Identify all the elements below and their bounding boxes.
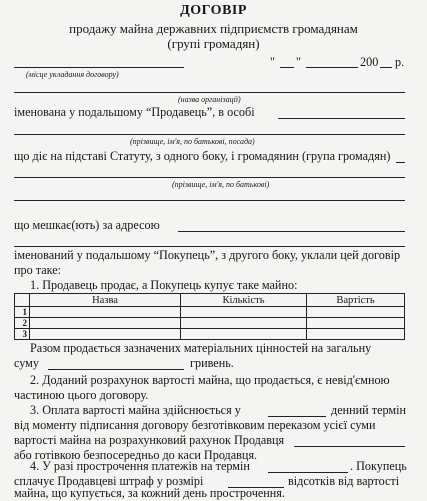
clause-2-line2: частиною цього договору.: [14, 388, 149, 402]
row-number: 2: [15, 318, 30, 329]
about-text: про таке:: [14, 263, 62, 277]
cell-name[interactable]: [30, 307, 181, 318]
clause-1: 1. Продавець продає, а Покупець купує таке майно:: [30, 278, 298, 292]
residing-text: що мешкає(ють) за адресою: [14, 218, 160, 232]
clause-3-line2: від моменту підписання договору безготівковим переказом усієї суми: [14, 418, 376, 432]
table-header-value: Вартість: [307, 294, 405, 307]
row-number: 1: [15, 307, 30, 318]
table-header-quantity: Кількість: [181, 294, 307, 307]
date-year-field[interactable]: [380, 67, 392, 68]
cell-quantity[interactable]: [181, 307, 307, 318]
clause-4-line2a: сплачує Продавцеві штраф у розмірі: [14, 474, 204, 488]
clause-3-line1: 3. Оплата вартості майна здійснюється у: [30, 403, 241, 417]
caption-citizen: (прізвище, ім'я, по батькові): [172, 180, 270, 189]
citizen-field-start[interactable]: [396, 162, 405, 163]
clause-4-line3: майна, що купується, за кожний день прострочення.: [14, 486, 285, 500]
table-header-num: [15, 294, 30, 307]
table-row: [15, 318, 405, 329]
clause-3-line3: вартості майна на розрахунковий рахунок Продавця: [14, 433, 285, 447]
total-text: Разом продається зазначених матеріальних цінностей на загальну: [30, 341, 372, 355]
address-field[interactable]: [178, 231, 405, 232]
total-sum-field[interactable]: [48, 369, 184, 370]
seller-named-text: іменована у подальшому “Продавець”, в особі: [14, 105, 255, 119]
address-field-line2[interactable]: [14, 246, 405, 247]
caption-organization: (назва організації): [178, 95, 241, 104]
date-suffix: р.: [395, 55, 405, 69]
cell-quantity[interactable]: [181, 329, 307, 340]
seller-position-field[interactable]: [14, 134, 405, 135]
cell-value[interactable]: [307, 318, 405, 329]
table-row: [15, 307, 405, 318]
total-currency: гривень.: [190, 356, 234, 370]
citizen-name-field[interactable]: [14, 177, 405, 178]
date-open-quote: ": [270, 55, 275, 69]
citizen-extra-field[interactable]: [14, 200, 405, 201]
cell-value[interactable]: [307, 329, 405, 340]
place-field[interactable]: [14, 67, 184, 68]
cell-name[interactable]: [30, 318, 181, 329]
clause-4-line1: 4. У разі прострочення платежів на термін: [30, 459, 250, 473]
seller-account-field[interactable]: [294, 446, 405, 447]
clause-2-line1: 2. Доданий розрахунок вартості майна, що продається, є невід'ємною: [30, 373, 390, 387]
row-number: 3: [15, 329, 30, 340]
buyer-named-text: іменований у подальшому “Покупець”, з другого боку, уклали цей договір: [14, 248, 401, 262]
date-month-field[interactable]: [306, 67, 358, 68]
total-sum-label: суму: [14, 356, 39, 370]
document-subtitle-line2: (групі громадян): [167, 36, 260, 51]
clause-4-line2b: відсотків від вартості: [288, 474, 400, 488]
seller-representative-field[interactable]: [278, 118, 405, 119]
document-title: ДОГОВІР: [180, 3, 247, 18]
property-table: [14, 293, 405, 340]
cell-value[interactable]: [307, 307, 405, 318]
payment-days-field[interactable]: [268, 416, 326, 417]
cell-name[interactable]: [30, 329, 181, 340]
table-header-name: Назва: [30, 294, 181, 307]
document-subtitle-line1: продажу майна державних підприємств громадянам: [69, 21, 358, 36]
table-row: [15, 329, 405, 340]
cell-quantity[interactable]: [181, 318, 307, 329]
caption-place: (місце укладання договору): [26, 70, 119, 79]
clause-3-days: денний термін: [331, 403, 407, 417]
delay-term-field[interactable]: [268, 472, 348, 473]
statute-text: що діє на підставі Статуту, з одного боку, і громадянин (група громадян): [14, 149, 391, 163]
date-year: 200: [360, 55, 379, 69]
clause-4-buyer: . Покупець: [350, 459, 407, 473]
caption-position: (прізвище, ім'я, по батькові, посада): [130, 137, 255, 146]
organization-field[interactable]: [14, 92, 405, 93]
date-day-field[interactable]: [280, 67, 294, 68]
clause-3-line4: або готівкою безпосередньо до каси Продавця.: [14, 448, 258, 462]
date-close-quote: ": [296, 55, 301, 69]
